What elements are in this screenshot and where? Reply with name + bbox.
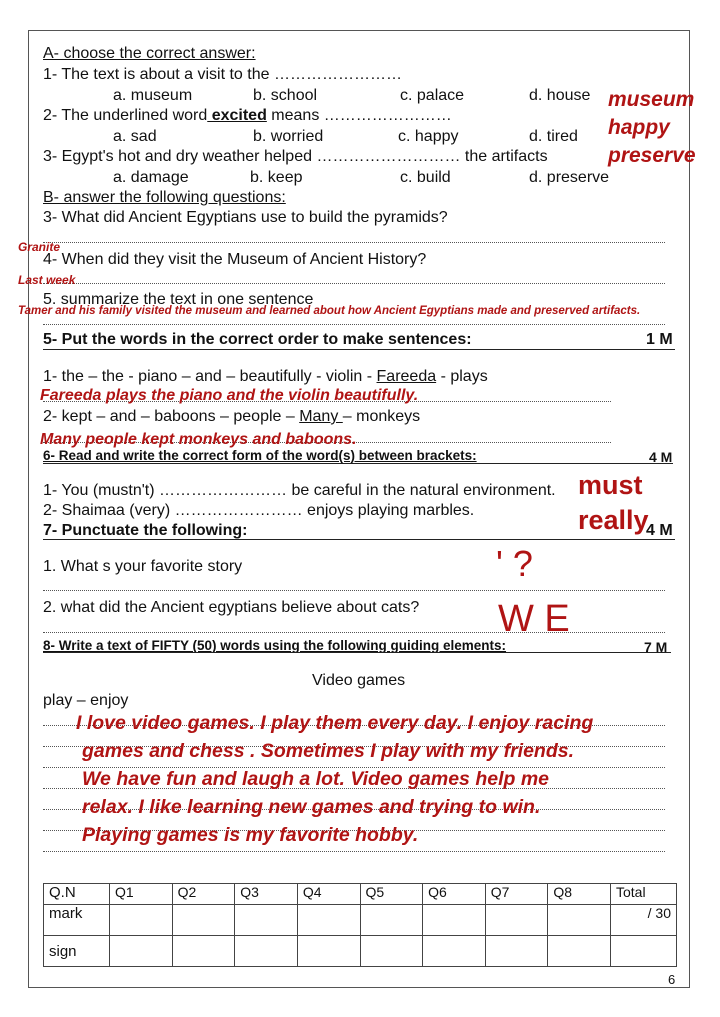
section-7-rule xyxy=(43,539,675,540)
sign-cell-q7[interactable] xyxy=(485,936,548,967)
question-b3: 3- What did Ancient Egyptians use to build the pyramids? xyxy=(43,209,448,226)
order-sentence-2-underlined: Many xyxy=(299,408,343,425)
option-a2-d: d. tired xyxy=(529,128,578,145)
order-sentence-1 xyxy=(43,368,488,386)
answer-form-2: really xyxy=(578,505,649,535)
sign-label: sign xyxy=(44,936,110,967)
sign-cell-q4[interactable] xyxy=(297,936,360,967)
answer-a3: preserve xyxy=(608,144,696,167)
essay-text-line-5: Playing games is my favorite hobby. xyxy=(82,824,419,846)
option-a1-b: b. school xyxy=(253,87,318,104)
mark-cell-q7[interactable] xyxy=(485,905,548,936)
sign-cell-q5[interactable] xyxy=(360,936,423,967)
sign-cell-q1[interactable] xyxy=(110,936,173,967)
sign-cell-q2[interactable] xyxy=(172,936,235,967)
option-a2-b: b. worried xyxy=(253,128,324,145)
section-a-heading: A- choose the correct answer: xyxy=(43,45,256,62)
mark-label: mark xyxy=(44,905,110,936)
answer-a1: museum xyxy=(608,88,695,111)
question-b5: 5. summarize the text in one sentence xyxy=(43,291,314,308)
sign-cell-total[interactable] xyxy=(611,936,677,967)
section-7-heading: 7- Punctuate the following: xyxy=(43,522,248,539)
essay-text-line-2: games and chess . Sometimes I play with my friends. xyxy=(82,740,575,762)
order-sentence-2-text: 2- kept – and – baboons – people – xyxy=(43,408,300,425)
option-a1-d: d. house xyxy=(529,87,591,104)
mark-cell-q6[interactable] xyxy=(423,905,486,936)
answer-b3: Granite xyxy=(18,240,61,254)
score-header-qn: Q.N xyxy=(44,884,110,905)
score-header-total: Total xyxy=(611,884,677,905)
answer-punct-1: ' ? xyxy=(496,543,533,584)
section-6-rule xyxy=(43,463,673,464)
order-sentence-2 xyxy=(43,408,420,426)
mark-cell-q4[interactable] xyxy=(297,905,360,936)
score-header-q7: Q7 xyxy=(485,884,548,905)
order-sentence-1-text: 1- the – the - piano – and – beautifully - violin - xyxy=(43,368,377,385)
order-sentence-1-after: - plays xyxy=(436,368,488,385)
mark-cell-q1[interactable] xyxy=(110,905,173,936)
question-a2 xyxy=(43,107,452,125)
section-6-heading: 6- Read and write the correct form of the word(s) between brackets: xyxy=(43,448,477,463)
score-header-q6: Q6 xyxy=(423,884,486,905)
section-7-marks: 4 M xyxy=(646,522,673,539)
answer-a2: happy xyxy=(608,116,670,139)
mark-total: / 30 xyxy=(611,905,677,936)
answer-b4: Last week xyxy=(18,273,76,287)
form-sentence-2: 2- Shaimaa (very) …………………… enjoys playing marbles. xyxy=(43,502,475,519)
mark-cell-q2[interactable] xyxy=(172,905,235,936)
score-header-q5: Q5 xyxy=(360,884,423,905)
essay-text-line-3: We have fun and laugh a lot. Video games help me xyxy=(82,768,550,790)
sign-cell-q6[interactable] xyxy=(423,936,486,967)
answer-line-punct-2 xyxy=(43,632,665,633)
answer-b5: Tamer and his family visited the museum and learned about how Ancient Egyptians made and preserved artifacts. xyxy=(18,305,641,317)
answer-line-b3 xyxy=(43,242,665,243)
section-8-marks: 7 M xyxy=(644,639,668,655)
score-header-q4: Q4 xyxy=(297,884,360,905)
sign-cell-q3[interactable] xyxy=(235,936,298,967)
score-header-q3: Q3 xyxy=(235,884,298,905)
section-5-marks: 1 M xyxy=(646,331,673,348)
option-a3-d: d. preserve xyxy=(529,169,610,186)
score-header-q2: Q2 xyxy=(172,884,235,905)
answer-form-1: must xyxy=(578,470,643,500)
essay-text-line-1: I love video games. I play them every day. I enjoy racing xyxy=(76,712,594,734)
section-b-heading: B- answer the following questions: xyxy=(43,189,286,206)
score-header-q1: Q1 xyxy=(110,884,173,905)
essay-line-7 xyxy=(43,851,665,852)
order-sentence-1-underlined: Fareeda xyxy=(376,368,437,385)
mark-cell-q8[interactable] xyxy=(548,905,611,936)
answer-punct-2: W E xyxy=(498,598,570,640)
section-5-rule xyxy=(43,349,675,350)
option-a3-c: c. build xyxy=(400,169,451,186)
score-table xyxy=(43,883,677,967)
question-a3: 3- Egypt's hot and dry weather helped ……………………… the artifacts xyxy=(43,148,548,165)
answer-order-1: Fareeda plays the piano and the violin beautifully. xyxy=(40,387,419,404)
form-sentence-1: 1- You (mustn't) …………………… be careful in the natural environment. xyxy=(43,482,556,499)
guiding-elements: play – enjoy xyxy=(43,692,129,709)
question-a2-underlined: excited xyxy=(207,107,267,124)
section-8-rule xyxy=(43,652,671,653)
option-a2-a: a. sad xyxy=(113,128,157,145)
option-a3-a: a. damage xyxy=(113,169,189,186)
mark-cell-q5[interactable] xyxy=(360,905,423,936)
score-header-q8: Q8 xyxy=(548,884,611,905)
option-a1-c: c. palace xyxy=(400,87,465,104)
answer-line-b5 xyxy=(43,324,665,325)
answer-order-2: Many people kept monkeys and baboons. xyxy=(40,431,357,448)
question-a1: 1- The text is about a visit to the …………………… xyxy=(43,66,402,83)
section-8-heading: 8- Write a text of FIFTY (50) words using the following guiding elements: xyxy=(43,638,507,653)
option-a1-a: a. museum xyxy=(113,87,193,104)
page-number: 6 xyxy=(668,972,676,987)
mark-cell-q3[interactable] xyxy=(235,905,298,936)
score-table-sign-row xyxy=(44,936,677,967)
essay-text-line-4: relax. I like learning new games and trying to win. xyxy=(82,796,541,818)
question-a2-after: means …………………… xyxy=(266,107,452,124)
section-6-marks: 4 M xyxy=(649,449,673,465)
sign-cell-q8[interactable] xyxy=(548,936,611,967)
score-table-mark-row xyxy=(44,905,677,936)
order-sentence-2-after: – monkeys xyxy=(342,408,421,425)
option-a2-c: c. happy xyxy=(398,128,459,145)
writing-topic: Video games xyxy=(312,672,406,689)
section-5-heading: 5- Put the words in the correct order to make sentences: xyxy=(43,331,472,348)
question-a2-before: 2- The underlined word xyxy=(43,107,208,124)
score-table-header-row xyxy=(44,884,677,905)
answer-line-punct-1 xyxy=(43,590,665,591)
punctuate-sentence-2: 2. what did the Ancient egyptians believe about cats? xyxy=(43,599,420,616)
punctuate-sentence-1: 1. What s your favorite story xyxy=(43,558,243,575)
answer-line-b4 xyxy=(43,283,665,284)
question-b4: 4- When did they visit the Museum of Ancient History? xyxy=(43,251,427,268)
option-a3-b: b. keep xyxy=(250,169,303,186)
